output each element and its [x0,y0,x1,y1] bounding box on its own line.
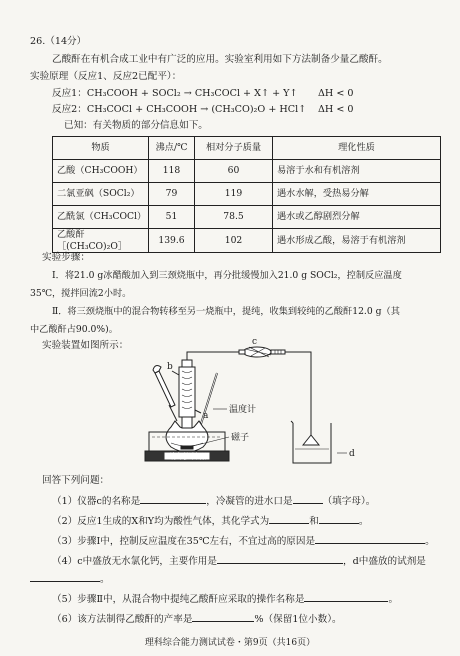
page-footer: 理科综合能力测试试卷・第9页（共16页） [144,638,316,648]
thermometer-icon [198,373,217,431]
q4-text-b: ，d中盛放的试剂是 [342,556,426,567]
table-cell: 乙酸（CH₃COOH） [53,160,149,183]
table-cell: 102 [195,229,273,253]
table-row [53,206,441,229]
q3-text-a: （3）步骤Ⅰ中，控制反应温度在35℃左右，不宜过高的原因是 [52,536,316,547]
table-cell: 遇水形成乙酸，易溶于有机溶剂 [273,229,441,253]
q3-text-b: 。 [425,536,435,547]
table-row [53,183,441,206]
question-header: 26.（14分） [30,36,87,47]
label-thermometer: 温度计 [229,405,257,415]
outlet-tube [285,352,311,423]
question-2 [52,514,442,528]
label-stirrer: 磁力搅拌器 [167,452,207,461]
question-4 [52,554,442,568]
q5-text-a: （5）步骤Ⅱ中，从混合物中提纯乙酸酐应采取的操作名称是 [52,594,305,605]
table-cell: 易溶于水和有机溶剂 [273,160,441,183]
table-cell: 乙酸酐［(CH₃CO)₂O］ [53,229,149,253]
table-header: 沸点/℃ [149,137,195,160]
beaker-icon [291,421,331,463]
answer-blank[interactable] [304,592,388,602]
step-1-line-1: Ⅰ．将21.0 g冰醋酸加入到三颈烧瓶中，再分批缓慢加入21.0 g SOCl₂，控制反应温度 [52,270,402,281]
q2-text-b: 和 [309,516,319,527]
table-cell: 60 [195,160,273,183]
q2-text-c: 。 [358,516,369,527]
question-1 [52,494,442,508]
table-cell: 119 [195,183,273,206]
question-3 [52,534,442,548]
step-1-line-2: 35℃，搅拌回流2小时。 [30,288,132,299]
label-c: c [252,337,258,347]
question-4-cont [30,572,442,586]
q2-text-a: （2）反应1生成的X和Y均为酸性气体，其化学式为 [52,516,270,527]
q5-text-b: 。 [388,594,399,605]
table-row [53,160,441,183]
table-cell: 78.5 [195,206,273,229]
q4-text-c: 。 [100,574,110,585]
q6-text-b: %（保留1位小数）。 [254,614,342,625]
properties-table [52,136,441,253]
answer-blank[interactable] [192,612,254,622]
answer-blank[interactable] [30,572,100,582]
answer-blank[interactable] [319,514,359,524]
known-info: 已知：有关物质的部分信息如下。 [64,120,208,131]
steps-label: 实验步骤： [42,252,90,263]
question-5 [52,592,442,606]
table-header-row [53,137,441,160]
apparatus-diagram [125,337,375,470]
table-cell: 79 [149,183,195,206]
table-cell: 51 [149,206,195,229]
label-d: d [349,449,355,459]
answer-blank[interactable] [293,494,323,504]
table-cell: 乙酰氯（CH₃COCl） [53,206,149,229]
condenser-icon [172,360,201,428]
reaction-2-enthalpy: ΔH < 0 [318,104,354,115]
table-cell: 139.6 [149,229,195,253]
connecting-tube [187,352,243,360]
drying-tube-icon [239,347,285,357]
answer-blank[interactable] [217,554,343,564]
q4-text-a: （4）c中盛放无水氯化钙，主要作用是 [52,556,217,567]
label-magnet: 磁子 [231,433,250,443]
answer-blank[interactable] [315,534,425,544]
step-2-line-2: 中乙酸酐占90.0%)。 [30,324,118,335]
intro-text: 乙酸酐在有机合成工业中有广泛的应用。实验室利用如下方法制备少量乙酸酐。 [52,54,388,65]
table-row [53,229,441,253]
dropping-funnel-icon [153,366,177,421]
reaction-1-enthalpy: ΔH < 0 [318,88,354,99]
label-a: a [203,411,209,421]
table-cell: 遇水水解，受热易分解 [273,183,441,206]
questions-intro: 回答下列问题： [42,475,110,486]
step-2-line-1: Ⅱ．将三颈烧瓶中的混合物转移至另一烧瓶中，提纯，收集到较纯的乙酸酐12.0 g（其 [52,306,400,317]
reaction-1: 反应1：CH₃COOH + SOCl₂ → CH₃COCl + X↑ + Y↑ [52,88,298,99]
q6-text-a: （6）该方法制得乙酸酐的产率是 [52,614,193,625]
q1-text-a: （1）仪器c的名称是 [52,496,141,507]
table-cell: 118 [149,160,195,183]
answer-blank[interactable] [269,514,309,524]
table-cell: 二氯亚砜（SOCl₂） [53,183,149,206]
principle-label: 实验原理（反应1、反应2已配平）： [30,71,182,82]
table-header: 物质 [53,137,149,160]
table-cell: 遇水或乙醇剧烈分解 [273,206,441,229]
table-header: 相对分子质量 [195,137,273,160]
answer-blank[interactable] [140,494,206,504]
question-6 [52,612,442,626]
reaction-2: 反应2：CH₃COCl + CH₃COOH → (CH₃CO)₂O + HCl↑ [52,104,307,115]
label-b: b [167,362,173,372]
apparatus-label: 实验装置如图所示： [42,340,129,351]
table-header: 理化性质 [273,137,441,160]
q1-text-b: ，冷凝管的进水口是 [206,496,293,507]
q1-text-c: （填字母）。 [322,496,376,507]
